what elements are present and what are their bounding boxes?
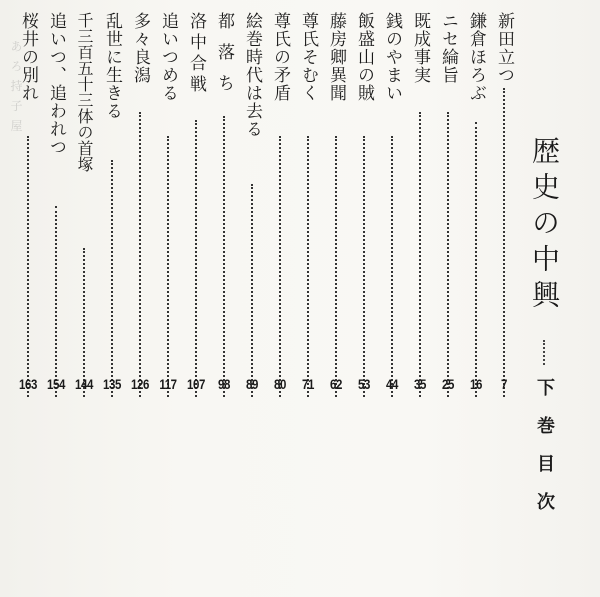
dot-leader (307, 136, 309, 397)
toc-entry[interactable] (16, 12, 40, 397)
toc-entry[interactable] (324, 12, 348, 397)
page-number: 53 (358, 376, 370, 392)
toc-entry[interactable] (492, 12, 516, 397)
page-number: 144 (75, 376, 93, 392)
dot-leader (223, 116, 225, 397)
page-number: 117 (159, 376, 177, 392)
dot-leader (391, 136, 393, 397)
toc-entry-title: 新田立つ (494, 12, 514, 84)
page-number: 107 (187, 376, 205, 392)
dot-leader (55, 206, 57, 397)
dot-leader (27, 136, 29, 397)
page-number: 7 (501, 376, 507, 392)
toc-entry-title: 藤房卿異聞 (326, 12, 346, 102)
page-number: 80 (274, 376, 286, 392)
dot-leader (503, 88, 505, 397)
toc-entry-title: ニセ綸旨 (438, 12, 458, 84)
page-number: 163 (19, 376, 37, 392)
toc-entry[interactable] (408, 12, 432, 397)
toc-entry-title: 追いつめる (158, 12, 178, 102)
page-number: 126 (131, 376, 149, 392)
page-number: 135 (103, 376, 121, 392)
toc-entry[interactable] (72, 12, 96, 397)
toc-entry[interactable] (184, 12, 208, 397)
dot-leader (251, 184, 253, 397)
toc-entry[interactable] (128, 12, 152, 397)
page-number: 16 (470, 376, 482, 392)
dot-leader (335, 136, 337, 397)
toc-entry-title: 洛中合戦 (186, 12, 206, 96)
book-title: 歴史の中興 (528, 136, 561, 316)
toc-entry[interactable] (380, 12, 404, 397)
toc-entry-title: 都落ち (214, 12, 234, 105)
toc-entry[interactable] (212, 12, 236, 397)
volume-contents-label: 下巻目次 (534, 378, 555, 530)
toc-entry-title: 既成事実 (410, 12, 430, 84)
toc-entry[interactable] (156, 12, 180, 397)
page-number: 71 (302, 376, 314, 392)
toc-entry-title: 桜井の別れ (18, 12, 38, 102)
toc-entry[interactable] (240, 12, 264, 397)
dot-leader (447, 112, 449, 397)
dot-leader (167, 136, 169, 397)
page-number: 98 (218, 376, 230, 392)
toc-entry[interactable] (296, 12, 320, 397)
toc-entry-title: 追いつ、追われつ (46, 12, 66, 156)
dot-leader (195, 120, 197, 397)
toc-entry-title: 尊氏そむく (298, 12, 318, 102)
toc-entry-title: 尊氏の矛盾 (270, 12, 290, 102)
page-number: 35 (414, 376, 426, 392)
dot-leader (111, 160, 113, 397)
toc-entry-title: 千三百五十三体の首塚 (75, 12, 94, 172)
dot-leader (419, 112, 421, 397)
dot-leader (83, 248, 85, 397)
page-number: 154 (47, 376, 65, 392)
title-dot-leader (543, 340, 545, 365)
page-number: 89 (246, 376, 258, 392)
toc-entry[interactable] (268, 12, 292, 397)
toc-entry-title: 絵巻時代は去る (242, 12, 262, 138)
toc-entry-title: 多々良潟 (130, 12, 150, 84)
toc-entry-title: 銭のやまい (382, 12, 402, 102)
dot-leader (279, 136, 281, 397)
toc-entry-title: 飯盛山の賊 (354, 12, 374, 102)
toc-entry[interactable] (464, 12, 488, 397)
toc-entry[interactable] (100, 12, 124, 397)
page-number: 25 (442, 376, 454, 392)
toc-entry[interactable] (436, 12, 460, 397)
dot-leader (475, 122, 477, 397)
toc-entry[interactable] (44, 12, 68, 397)
toc-entry-title: 鎌倉ほろぶ (466, 12, 486, 102)
page-number: 62 (330, 376, 342, 392)
bleed-through-mark: あ ろ 持 子 屋 (9, 40, 23, 134)
dot-leader (139, 112, 141, 397)
dot-leader (363, 136, 365, 397)
page-number: 44 (386, 376, 398, 392)
toc-entry[interactable] (352, 12, 376, 397)
toc-entry-title: 乱世に生きる (102, 12, 122, 120)
